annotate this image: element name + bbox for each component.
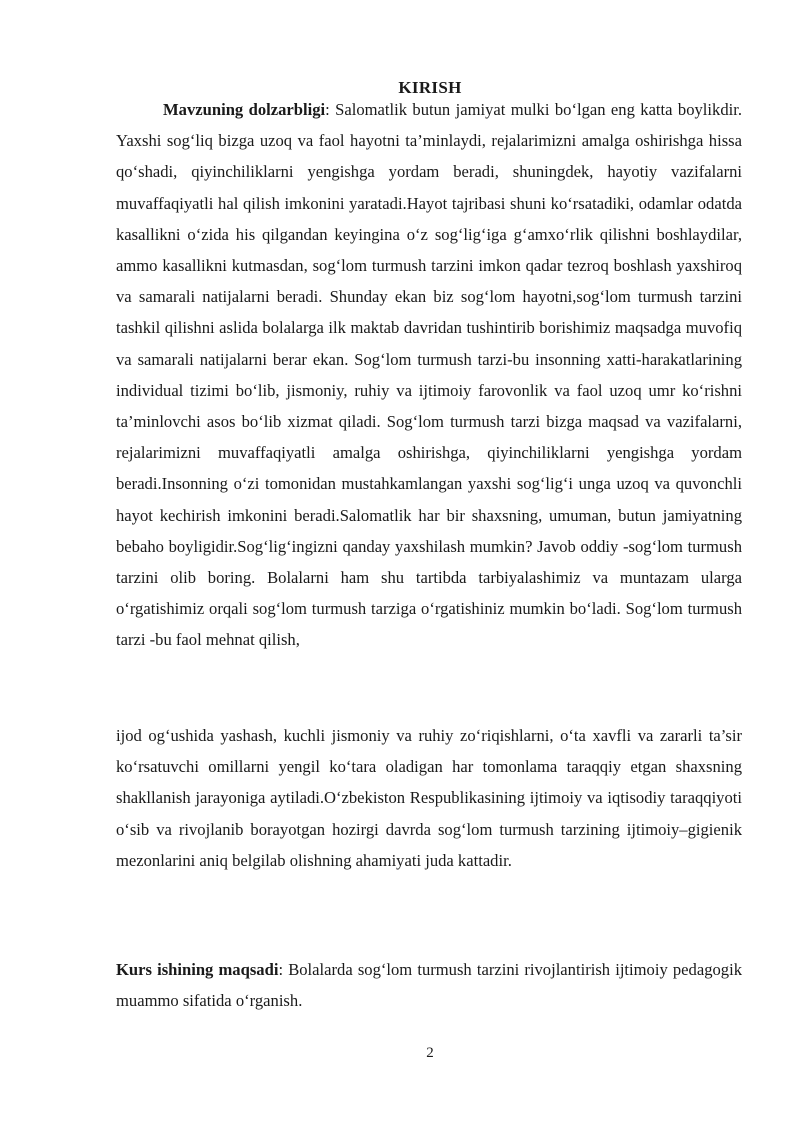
relevance-text: Salomatlik butun jamiyat mulki bo‘lgan eng katta boylikdir. Yaxshi sog‘liq bizga uzoq va faol hayotni ta’minlaydi, rejalarimizni amalga oshirishga hissa qo‘shadi, qiyinchiliklarni yengishga yordam beradi, shuningdek, hayotiy vazifalarni muvaffaqiyatli hal qilish imkonini yaratadi.Hayot tajribasi shuni ko‘rsatadiki, odamlar odatda kasallikni o‘zida his qilgandan keyingina o‘z sog‘lig‘iga g‘amxo‘rlik qilishni boshlaydilar, ammo kasallikni kutmasdan, sog‘lom turmush tarzini imkon qadar tezroq boshlash yaxshiroq va samarali natijalarni beradi. Shunday ekan biz sog‘lom hayotni,sog‘lom turmush tarzini tashkil qilishni aslida bolalarga ilk maktab davridan tushintirib borishimiz maqsadga muvofiq va samarali natijalarni berar ekan. Sog‘lom turmush tarzi-bu insonning xatti-harakatlarining individual tizimi bo‘lib, jismoniy, ruhiy va ijtimoiy farovonlik va faol uzoq umr ko‘rishni ta’minlovchi asos bo‘lib xizmat qiladi. Sog‘lom turmush tarzi bizga maqsad va vazifalarni, rejalarimizni muvaffaqiyatli amalga oshirishga, qiyinchiliklarni yengishga yordam beradi.Insonning o‘zi tomonidan mustahkamlangan yaxshi sog‘lig‘i unga uzoq va quvonchli hayot kechirish imkonini beradi.Salomatlik har bir shaxsning, umuman, butun jamiyatning bebaho boyligidir.Sog‘lig‘ingizni qanday yaxshilash mumkin? Javob oddiy -sog‘lom turmush tarzini olib boring. Bolalarni ham shu tartibda tarbiyalashimiz va muntazam ularga o‘rgatishimiz orqali sog‘lom turmush tarziga o‘rgatishiniz mumkin bo‘ladi. Sog‘lom turmush tarzi -bu faol mehnat qilish,: [116, 100, 742, 650]
goal-separator: :: [278, 960, 289, 979]
paragraph-relevance: [116, 94, 742, 656]
page-title: KIRISH: [398, 78, 462, 97]
goal-text: Bolalarda sog‘lom turmush tarzini rivojlantirish ijtimoiy pedagogik muammo sifatida o‘rganish.: [116, 960, 743, 1011]
continuation-text: ijod og‘ushida yashash, kuchli jismoniy va ruhiy zo‘riqishlarni, o‘ta xavfli va zararli ta’sir ko‘rsatuvchi omillarni yengil ko‘tara oladigan har tomonlama taraqqiy etgan shaxsning shakllanish jarayoniga aytiladi.O‘zbekiston Respublikasining ijtimoiy va iqtisodiy taraqqiyoti o‘sib va rivojlanib borayotgan hozirgi davrda sog‘lom turmush tarzining ijtimoiy–gigienik mezonlarini aniq belgilab olishning ahamiyati juda kattadir.: [116, 726, 742, 870]
relevance-separator: :: [325, 100, 336, 119]
paragraph-continuation: [116, 720, 742, 876]
page-number: 2: [426, 1045, 434, 1061]
relevance-heading: Mavzuning dolzarbligi: [163, 100, 326, 119]
paragraph-goal: [116, 954, 742, 1016]
goal-heading: Kurs ishining maqsadi: [116, 960, 279, 979]
